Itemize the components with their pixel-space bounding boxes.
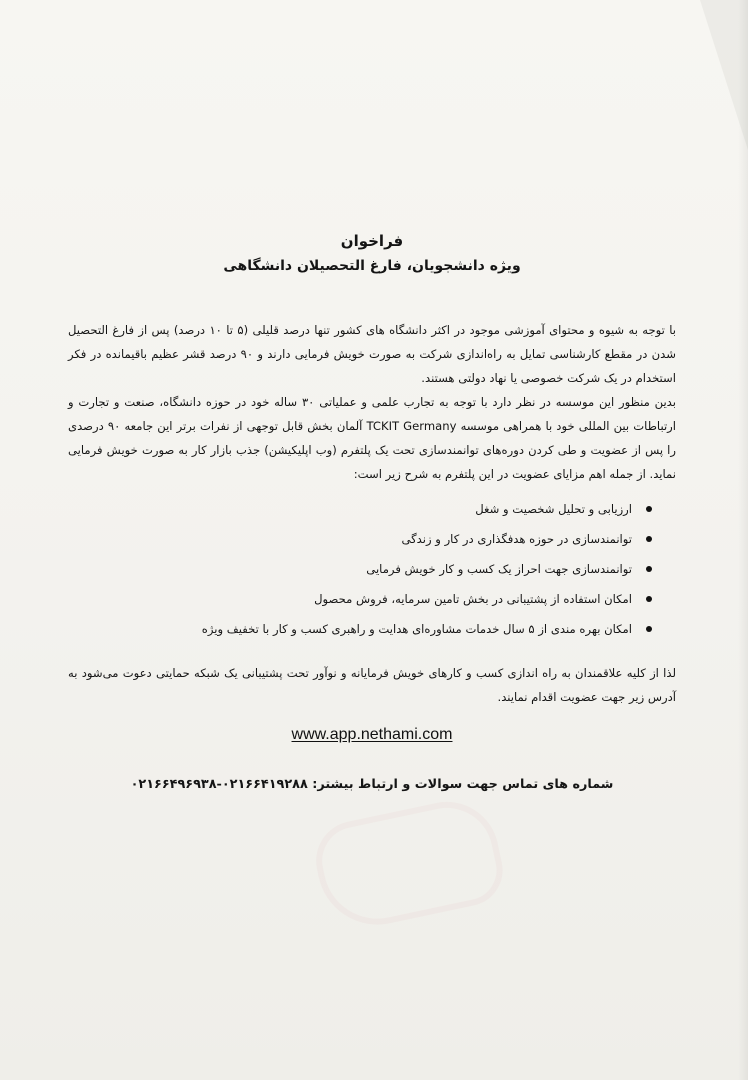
bullet-icon: [646, 536, 652, 542]
benefit-text: امکان استفاده از پشتیبانی در بخش تامین سرمایه، فروش محصول: [314, 591, 632, 606]
faint-stamp-mark: [309, 792, 509, 935]
intro-paragraph: با توجه به شیوه و محتوای آموزشی موجود در اکثر دانشگاه های کشور تنها درصد قلیلی (۵ تا ۱۰ درصد) پس از فارغ التحصیل شدن در مقطع کارشناسی تمایل به راه‌اندازی شرکت به صورت خویش فرمایی دارند و ۹۰ درصد قشر عظیم باقیمانده در فکر استخدام در یک شرکت خصوصی یا نهاد دولتی هستند.: [68, 323, 676, 385]
description-paragraph: بدین منظور این موسسه در نظر دارد با توجه به تجارب علمی و عملیاتی ۳۰ ساله خود در حوزه دانشگاه، صنعت و تجارت و ارتباطات بین المللی خود با همراهی موسسه TCKIT Germany آلمان بخش قابل توجهی از نفرات برتر این جامعه ۹۰ درصدی را پس از عضویت و طی کردن دوره‌های توانمندسازی تحت یک پلتفرم (وب اپلیکیشن) جذب بازار کار به صورت خویش فرمایی نماید. از جمله اهم مزایای عضویت در این پلتفرم به شرح زیر است:: [68, 395, 677, 481]
benefit-text: امکان بهره مندی از ۵ سال خدمات مشاوره‌ای هدایت و راهبری کسب و کار با تخفیف ویژه: [201, 621, 632, 636]
benefit-item: [68, 554, 652, 583]
benefit-item: [68, 494, 652, 523]
bullet-icon: [646, 626, 652, 632]
bullet-icon: [646, 506, 652, 512]
document-subtitle: ویژه دانشجویان، فارغ التحصیلان دانشگاهی: [223, 258, 521, 274]
contact-line: [68, 773, 676, 797]
contact-label: شماره های تماس جهت سوالات و ارتباط بیشتر:: [312, 777, 614, 792]
closing-paragraph: لذا از کلیه علاقمندان به راه اندازی کسب و کارهای خویش فرمایانه و نوآور تحت پشتیبانی یک شبکه حمایتی دعوت می‌شود به آدرس زیر جهت عضویت اقدام نمایند.: [68, 666, 676, 704]
document-content: [68, 228, 676, 797]
page-edge-shadow: [738, 0, 748, 1080]
contact-numbers: ۰۲۱۶۶۴۱۹۲۸۸-۰۲۱۶۶۴۹۶۹۳۸: [130, 777, 308, 792]
benefit-text: توانمندسازی در حوزه هدفگذاری در کار و زندگی: [401, 531, 632, 546]
bullet-icon: [646, 596, 652, 602]
document-title: فراخوان: [340, 232, 404, 250]
benefits-list: [68, 494, 676, 643]
bullet-icon: [646, 566, 652, 572]
benefit-item: [68, 524, 652, 553]
benefit-text: توانمندسازی جهت احراز یک کسب و کار خویش فرمایی: [366, 561, 632, 576]
title-block: [68, 228, 676, 278]
benefit-item: [68, 584, 652, 613]
benefit-item: [68, 614, 652, 643]
benefit-text: ارزیابی و تحلیل شخصیت و شغل: [475, 501, 632, 516]
website-link[interactable]: www.app.nethami.com: [291, 726, 453, 743]
website-wrapper: [68, 723, 676, 747]
